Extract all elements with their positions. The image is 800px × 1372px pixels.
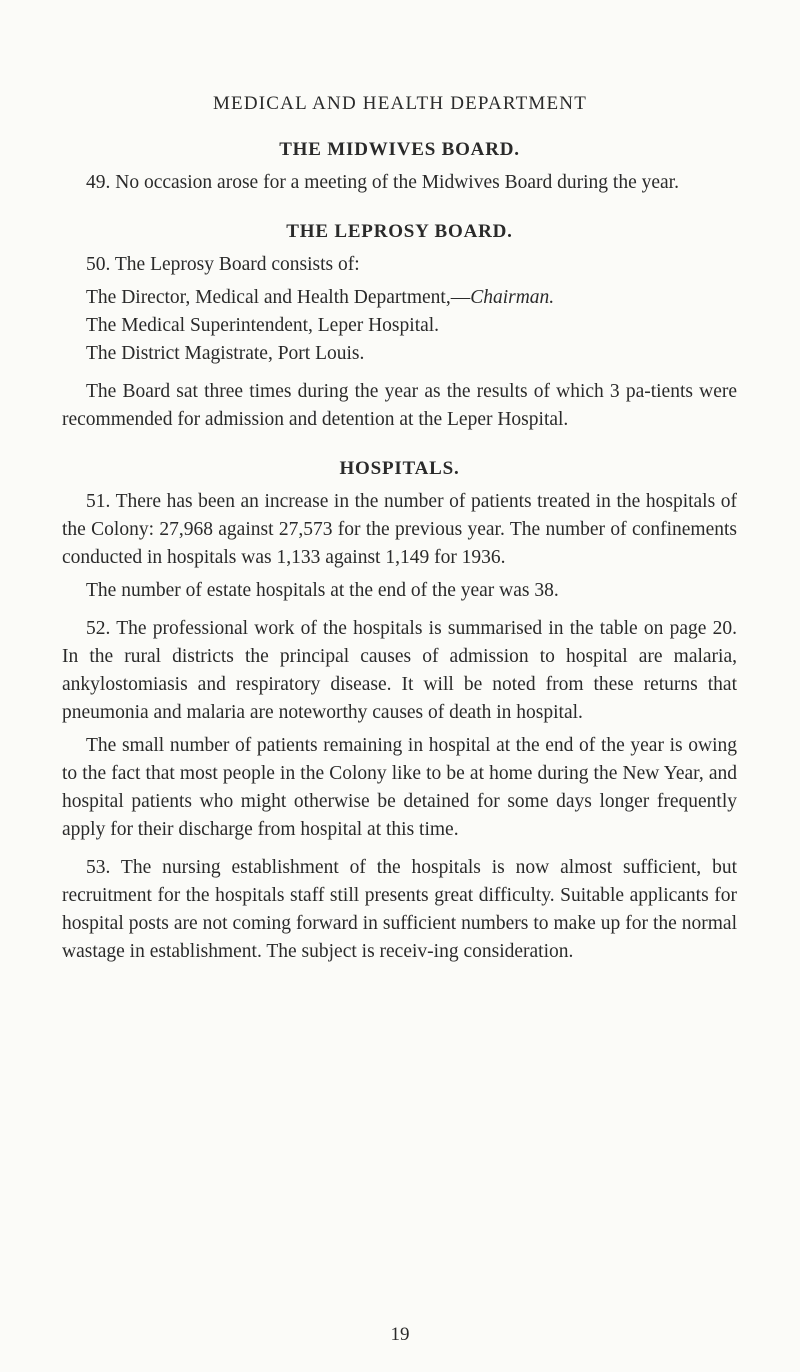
chairman-role: Chairman. [470,287,555,308]
paragraph-50-intro: 50. The Leprosy Board consists of: [86,254,360,275]
section-heading-hospitals: HOSPITALS. [339,458,460,479]
board-member-chairman [86,284,737,312]
board-member-chairman-text: The Director, Medical and Health Department,— [86,287,471,308]
board-member-magistrate: The District Magistrate, Port Louis. [86,343,365,364]
paragraph-estate-hospitals: The number of estate hospitals at the end of the year was 38. [86,580,559,601]
section-heading-leprosy: THE LEPROSY BOARD. [286,221,513,242]
section-heading-midwives: THE MIDWIVES BOARD. [279,139,520,160]
paragraph-52: 52. The professional work of the hospitals is summarised in the table on page 20. In the rural districts the principal causes of admission to hospital are malaria, ankylostomiasis and respiratory disease. It will be noted from these returns that pneumonia and malaria are noteworthy causes of death in hospital. [62,618,737,723]
paragraph-board-meetings: The Board sat three times during the year as the results of which 3 pa-tients were recommended for admission and detention at the Leper Hospital. [62,381,737,430]
paragraph-49: 49. No occasion arose for a meeting of the Midwives Board during the year. [86,172,679,193]
board-member-superintendent: The Medical Superintendent, Leper Hospital. [86,315,440,336]
paragraph-remaining-patients: The small number of patients remaining in hospital at the end of the year is owing to the fact that most people in the Colony like to be at home during the New Year, and hospital patients who might otherwise be detained for some days longer frequently apply for their discharge from hospital at this time. [62,735,737,840]
paragraph-51: 51. There has been an increase in the number of patients treated in the hospitals of the Colony: 27,968 against 27,573 for the previous year. The number of confinements conducted in hospitals was 1,133 against 1,149 for 1936. [62,491,737,568]
running-head: MEDICAL AND HEALTH DEPARTMENT [212,93,588,114]
paragraph-53: 53. The nursing establishment of the hospitals is now almost sufficient, but recruitment for the hospitals staff still presents great difficulty. Suitable applicants for hospital posts are not coming forward in sufficient numbers to make up for the normal wastage in establishment. The subject is receiv-ing consideration. [62,857,737,962]
page-number: 19 [390,1324,410,1345]
page-body [62,136,737,966]
